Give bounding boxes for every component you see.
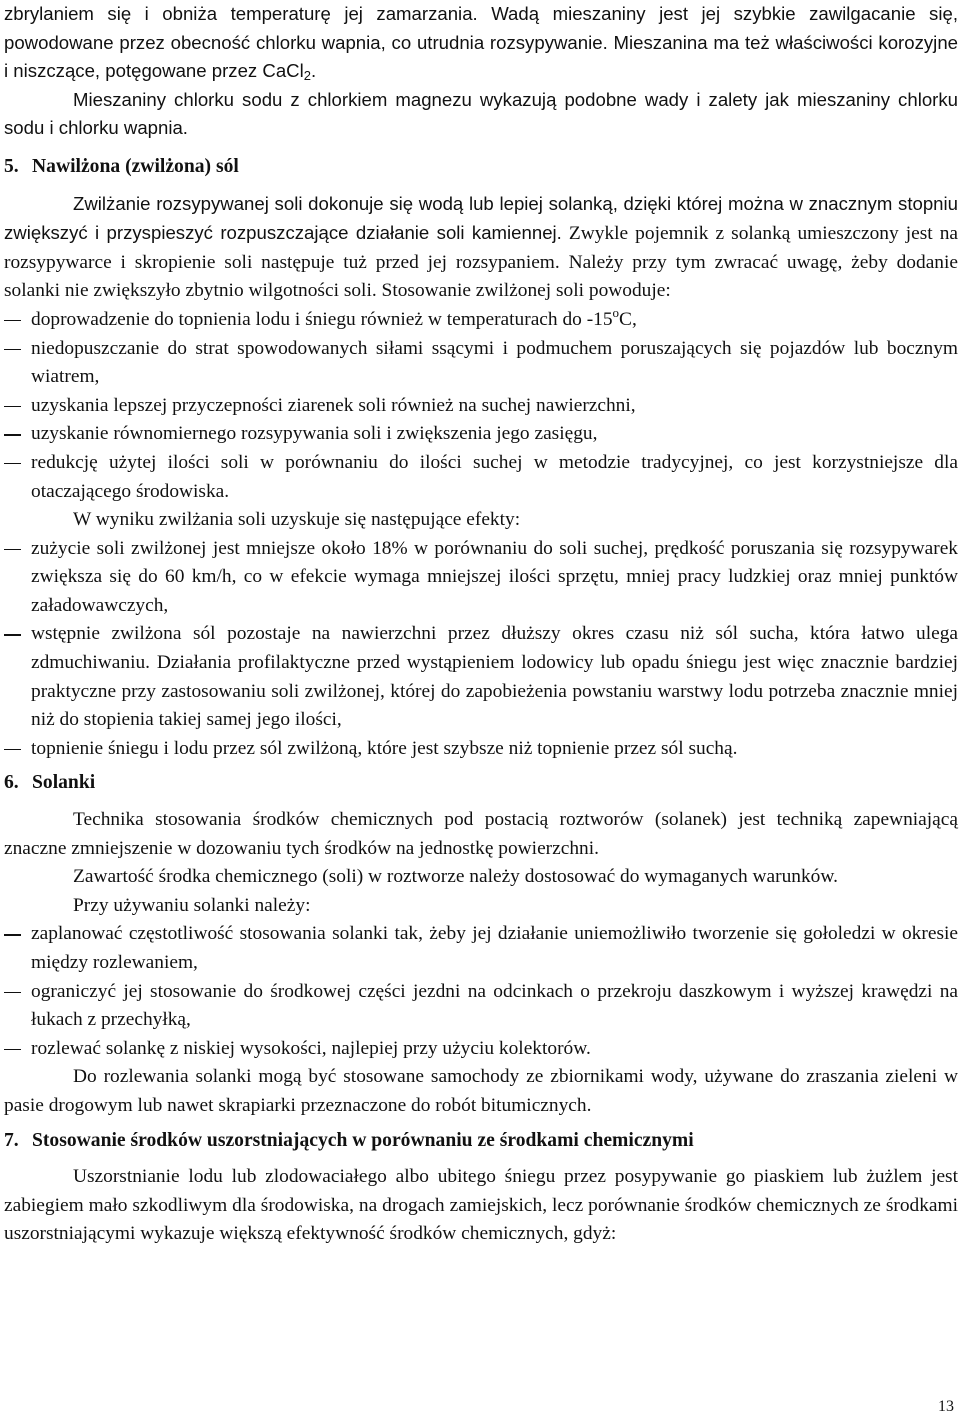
- section-title: Stosowanie środków uszorstniających w porównaniu ze środkami chemicznymi: [32, 1129, 694, 1151]
- section-7-heading: [4, 1127, 958, 1156]
- section-5-heading: [4, 153, 958, 182]
- section-number: 6.: [4, 772, 19, 794]
- section-6-paragraph-2: Zawartość środka chemicznego (soli) w roztworze należy dostosować do wymaganych warunków.: [73, 866, 838, 888]
- list-item: wstępnie zwilżona sól pozostaje na nawierzchni przez dłuższy okres czasu niż sól sucha, która łatwo ulega zdmuchiwaniu. Działania profilaktyczne przed wystąpieniem lodowicy lub opadu śniegu jest więc znacznie bardziej praktyczne przy zastosowaniu soli zwilżonej, której do zapobieżenia powstaniu warstwy lodu potrzeba znacznie mniej niż do stopienia takiej samej jego ilości,: [4, 620, 958, 734]
- section-5-paragraph-1: [4, 190, 958, 306]
- section-number: 5.: [4, 155, 19, 177]
- list-item-text: doprowadzenie do topnienia lodu i śniegu również w temperaturach do -15: [31, 308, 613, 330]
- paragraph-part: Zwykle pojemnik z solanką umieszczony jest na rozsypywarce i skropienie soli następuje tuż przed jej rozsypaniem. Należy przy tym zwracać uwagę, żeby dodanie solanki nie zwiększyło zbytnio wilgotności soli. Stosowanie zwilżonej soli powoduje:: [4, 223, 959, 302]
- intro-text: zbrylaniem się i obniża temperaturę jej zamarzania. Wadą mieszaniny jest jej szybkie zawilgacanie się, powodowane przez obecność chlorku wapnia, co utrudnia rozsypywanie. Mieszanina ma też właściwości korozyjne i niszczące, potęgowane przez CaCl: [4, 3, 958, 82]
- list-item: niedopuszczanie do strat spowodowanych siłami ssącymi i podmuchem poruszających się pojazdów lub bocznym wiatrem,: [4, 335, 958, 392]
- list-item: topnienie śniegu i lodu przez sól zwilżoną, które jest szybsze niż topnienie przez sól suchą.: [4, 735, 958, 764]
- list-item: rozlewać solankę z niskiej wysokości, najlepiej przy użyciu kolektorów.: [4, 1035, 958, 1064]
- superscript: o: [612, 304, 620, 320]
- section-5-paragraph-2: W wyniku zwilżania soli uzyskuje się następujące efekty:: [73, 509, 521, 531]
- intro-text-end: .: [310, 60, 317, 82]
- section-5-list-1: [4, 306, 958, 506]
- list-item: ograniczyć jej stosowanie do środkowej części jezdni na odcinkach o przekroju daszkowym i wyższej krawędzi na łukach z przechyłką,: [4, 978, 958, 1035]
- section-6-paragraph-1: Technika stosowania środków chemicznych pod postacią roztworów (solanek) jest techniką zapewniającą znaczne zmniejszenie w dozowaniu tych środków na jednostkę powierzchni.: [4, 809, 958, 859]
- list-item: [4, 306, 958, 335]
- section-7-paragraph-1: Uszorstnianie lodu lub zlodowaciałego albo ubitego śniegu przez posypywanie go piaskiem lub żużlem jest zabiegiem mało szkodliwym dla środowiska, na drogach zamiejskich, lecz porównanie środków chemicznych ze środkami uszorstniającymi wykazuje większą efektywność środków chemicznych, gdyż:: [4, 1166, 958, 1245]
- section-5-list-2: [4, 535, 958, 764]
- section-title: Nawilżona (zwilżona) sól: [32, 155, 239, 177]
- paragraph-part-sans: Zwilżanie rozsypywanej soli dokonuje się wodą lub lepiej solanką, dzięki której można w znacznym stopniu zwiększyć i przyspieszyć rozpuszczające działanie soli kamiennej.: [4, 192, 958, 244]
- list-item-text-end: C,: [619, 308, 637, 330]
- page-number: 13: [938, 1398, 954, 1415]
- section-6-paragraph-3: Przy używaniu solanki należy:: [73, 894, 311, 916]
- section-6-heading: [4, 769, 958, 798]
- intro-paragraph-2: Mieszaniny chlorku sodu z chlorkiem magnezu wykazują podobne wady i zalety jak mieszaniny chlorku sodu i chlorku wapnia.: [4, 88, 958, 139]
- list-item: uzyskanie równomiernego rozsypywania soli i zwiększenia jego zasięgu,: [4, 420, 958, 449]
- list-item: redukcję użytej ilości soli w porównaniu do ilości suchej w metodzie tradycyjnej, co jest korzystniejsze dla otaczającego środowiska.: [4, 449, 958, 506]
- section-title: Solanki: [32, 772, 96, 794]
- list-item: zużycie soli zwilżonej jest mniejsze około 18% w porównaniu do soli suchej, prędkość poruszania się rozsypywarek zwiększa się do 60 km/h, co w efekcie wymaga mniejszej ilości sprzętu, mniej pracy ludzkiej oraz mniej punktów załadowawczych,: [4, 535, 958, 621]
- section-number: 7.: [4, 1129, 19, 1151]
- list-item: uzyskania lepszej przyczepności ziarenek soli również na suchej nawierzchni,: [4, 392, 958, 421]
- subscript: 2: [303, 68, 311, 84]
- document-page: [4, 0, 958, 1249]
- list-item: zaplanować częstotliwość stosowania solanki tak, żeby jej działanie uniemożliwiło tworzenie się gołoledzi w okresie między rozlewaniem,: [4, 920, 958, 977]
- intro-paragraph-1: [4, 0, 958, 86]
- section-6-paragraph-4: Do rozlewania solanki mogą być stosowane samochody ze zbiornikami wody, używane do zraszania zieleni w pasie drogowym lub nawet skrapiarki przeznaczone do robót bitumicznych.: [4, 1066, 958, 1116]
- section-6-list: [4, 920, 958, 1063]
